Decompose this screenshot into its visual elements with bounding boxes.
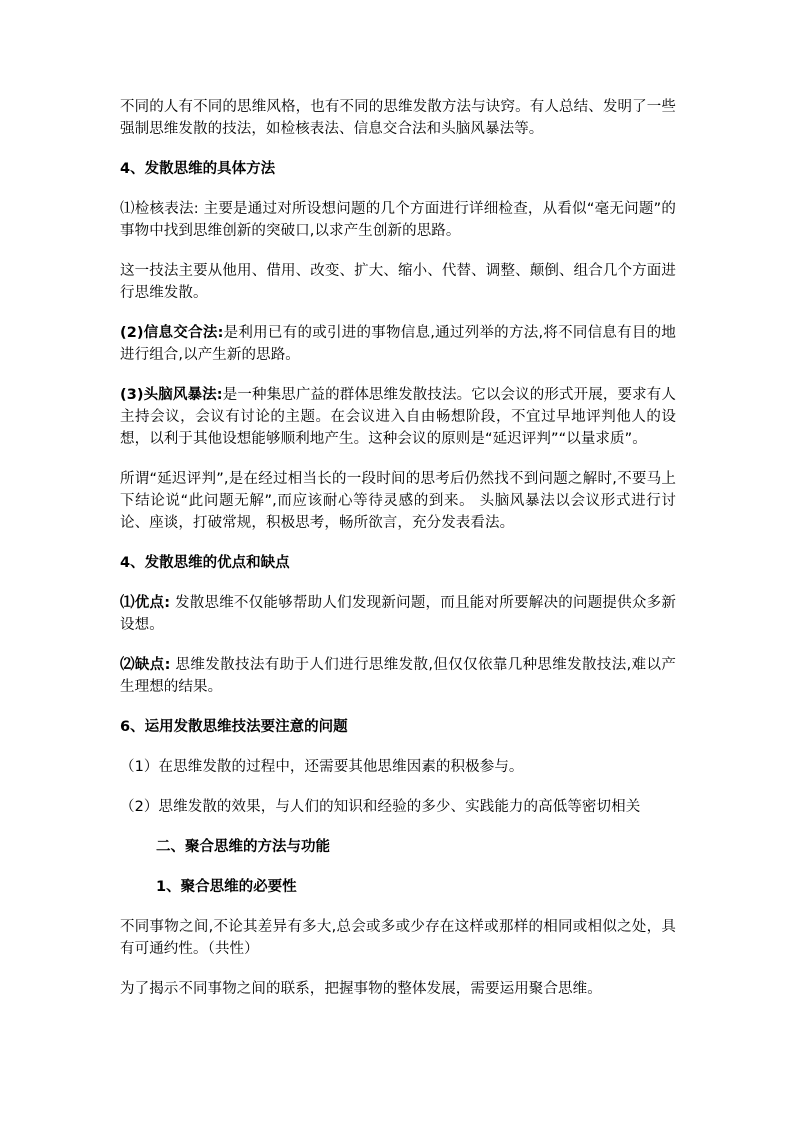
paragraph-deferred-judgment: 所谓“延迟评判”,是在经过相当长的一段时间的思考后仍然找不到问题之解时,不要马上下结论说“此问题无解”,而应该耐心等待灵感的到来。 头脑风暴法以会议形式进行讨论、座谈，打破常规，积极思考，畅所欲言，充分发表看法。 [120, 471, 676, 531]
term-info-combination: (2)信息交合法: [120, 325, 224, 341]
paragraph-precaution-1: （1）在思维发散的过程中，还需要其他思维因素的积极参与。 [120, 759, 524, 775]
paragraph-checklist-method [120, 198, 676, 242]
paragraph-precaution-2: （2）思维发散的效果，与人们的知识和经验的多少、实践能力的高低等密切相关 [120, 799, 641, 815]
heading-convergent-necessity: 1、聚合思维的必要性 [156, 879, 297, 895]
term-brainstorming: (3)头脑风暴法: [120, 387, 223, 403]
paragraph-intro: 不同的人有不同的思维风格，也有不同的思维发散方法与诀窍。有人总结、发明了一些强制思维发散的技法，如检核表法、信息交合法和头脑风暴法等。 [120, 99, 676, 137]
paragraph-cons [120, 654, 676, 698]
heading-pros-cons: 4、发散思维的优点和缺点 [120, 555, 290, 571]
paragraph-convergent-purpose: 为了揭示不同事物之间的联系，把握事物的整体发展，需要运用聚合思维。 [120, 981, 602, 997]
paragraph-pros [120, 592, 676, 636]
paragraph-brainstorming [120, 384, 676, 450]
heading-convergent-thinking: 二、聚合思维的方法与功能 [156, 839, 330, 855]
paragraph-checklist-directions: 这一技法主要从他用、借用、改变、扩大、缩小、代替、调整、颠倒、组合几个方面进行思维发散。 [120, 263, 676, 301]
document-body [120, 96, 676, 1000]
text-brainstorming: 是一种集思广益的群体思维发散技法。它以会议的形式开展，要求有人主持会议，会议有讨论的主题。在会议进入自由畅想阶段，不宜过早地评判他人的设想，以利于其他设想能够顺利地产生。这种会议的原则是“延迟评判”“以量求质”。 [120, 387, 676, 447]
paragraph-commonality: 不同事物之间,不论其差异有多大,总会或多或少存在这样或那样的相同或相似之处，具有可通约性。（共性） [120, 919, 676, 957]
paragraph-info-combination [120, 322, 676, 366]
text-checklist-method: 主要是通过对所设想问题的几个方面进行详细检查，从看似“毫无问题”的事物中找到思维创新的突破口,以求产生创新的思路。 [120, 201, 676, 239]
heading-divergent-methods: 4、发散思维的具体方法 [120, 161, 276, 177]
text-cons: 思维发散技法有助于人们进行思维发散,但仅仅依靠几种思维发散技法,难以产生理想的结果。 [120, 657, 676, 695]
term-pros: ⑴优点: [120, 595, 171, 611]
term-checklist-method: ⑴检核表法: [120, 201, 199, 217]
text-pros: 发散思维不仅能够帮助人们发现新问题，而且能对所要解决的问题提供众多新设想。 [120, 595, 676, 633]
text-info-combination: 是利用已有的或引进的事物信息,通过列举的方法,将不同信息有目的地进行组合,以产生新的思路。 [120, 325, 676, 363]
term-cons: ⑵缺点: [120, 657, 171, 673]
heading-precautions: 6、运用发散思维技法要注意的问题 [120, 719, 348, 735]
